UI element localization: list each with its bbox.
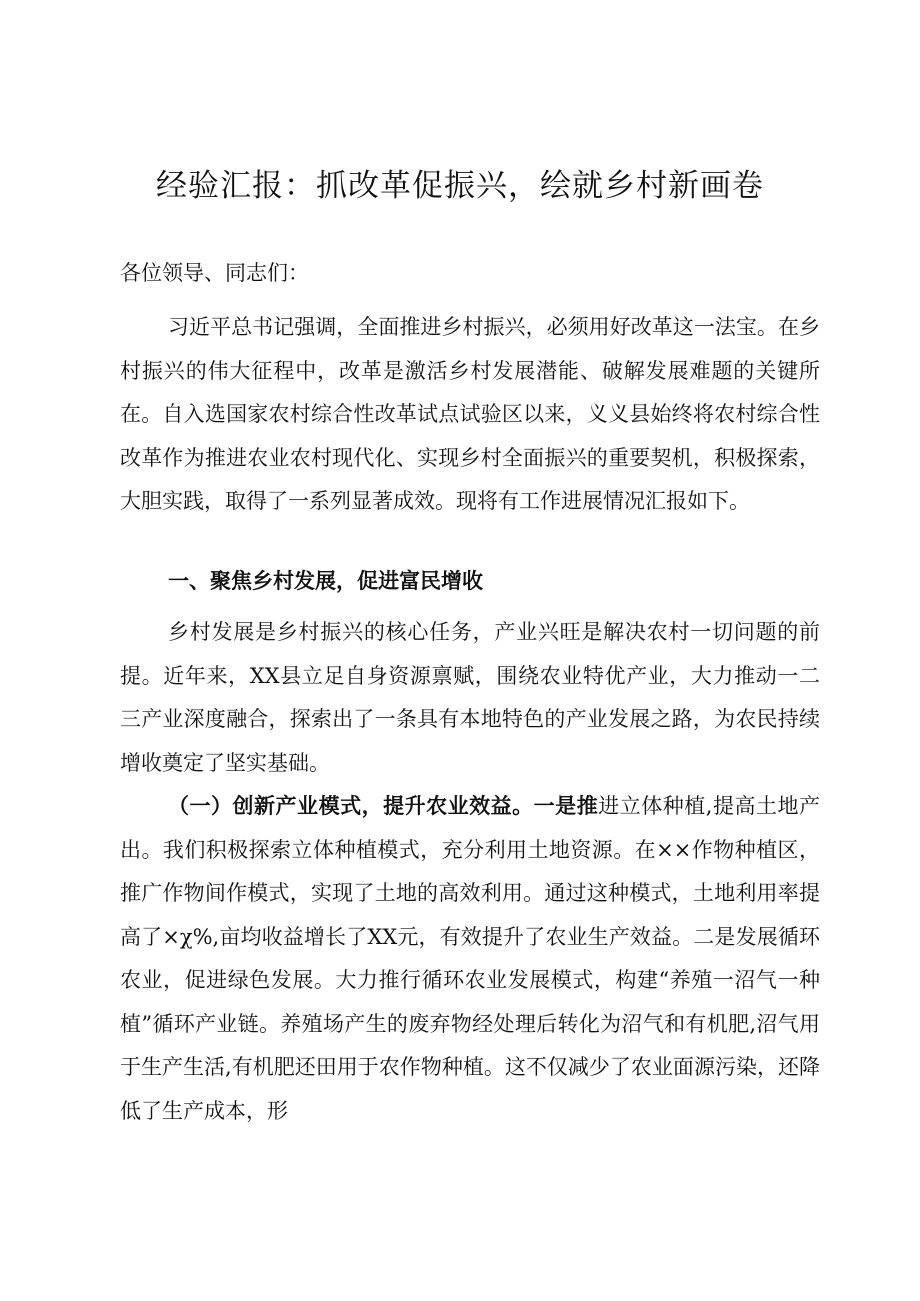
subsection1-lead: （一）创新产业模式，提升农业效益。一是推 xyxy=(168,793,599,818)
subsection1-body: 进立体种植,提高土地产出。我们积极探索立体种植模式，充分利用土地资源。在××作物种植区，推广作物间作模式，实现了土地的高效利用。通过这种模式，土地利用率提高了×χ%,亩均收益增长了XX元，有效提升了农业生产效益。二是发展循环农业，促进绿色发展。大力推行循环农业发展模式，构建“养殖一沼气一种植”循环产业链。养殖场产生的废弃物经处理后转化为沼气和有机肥,沼气用于生产生活,有机肥还田用于农作物种植。这不仅减少了农业面源污染，还降低了生产成本，形 xyxy=(120,794,820,1123)
document-title: 经验汇报：抓改革促振兴，绘就乡村新画卷 xyxy=(156,168,764,204)
salutation: 各位领导、同志们： xyxy=(120,261,309,285)
intro-paragraph: 习近平总书记强调，全面推进乡村振兴，必须用好改革这一法宝。在乡村振兴的伟大征程中，改革是激活乡村发展潜能、破解发展难题的关键所在。自入选国家农村综合性改革试点试验区以来，义义县始终将农村综合性改革作为推进农业农村现代化、实现乡村全面振兴的重要契机，积极探索，大胆实践，取得了一系列显著成效。现将有工作进展情况汇报如下。 xyxy=(120,315,820,513)
subsection1-paragraph xyxy=(120,784,820,1133)
section-heading-1: 一、聚焦乡村发展，促进富民增收 xyxy=(168,568,483,593)
section1-intro-paragraph: 乡村发展是乡村振兴的核心任务，产业兴旺是解决农村一切问题的前提。近年来，XX县立足自身资源禀赋，围绕农业特优产业，大力推动一二三产业深度融合，探索出了一条具有本地特色的产业发展之路，为农民持续增收奠定了坚实基础。 xyxy=(120,620,820,775)
